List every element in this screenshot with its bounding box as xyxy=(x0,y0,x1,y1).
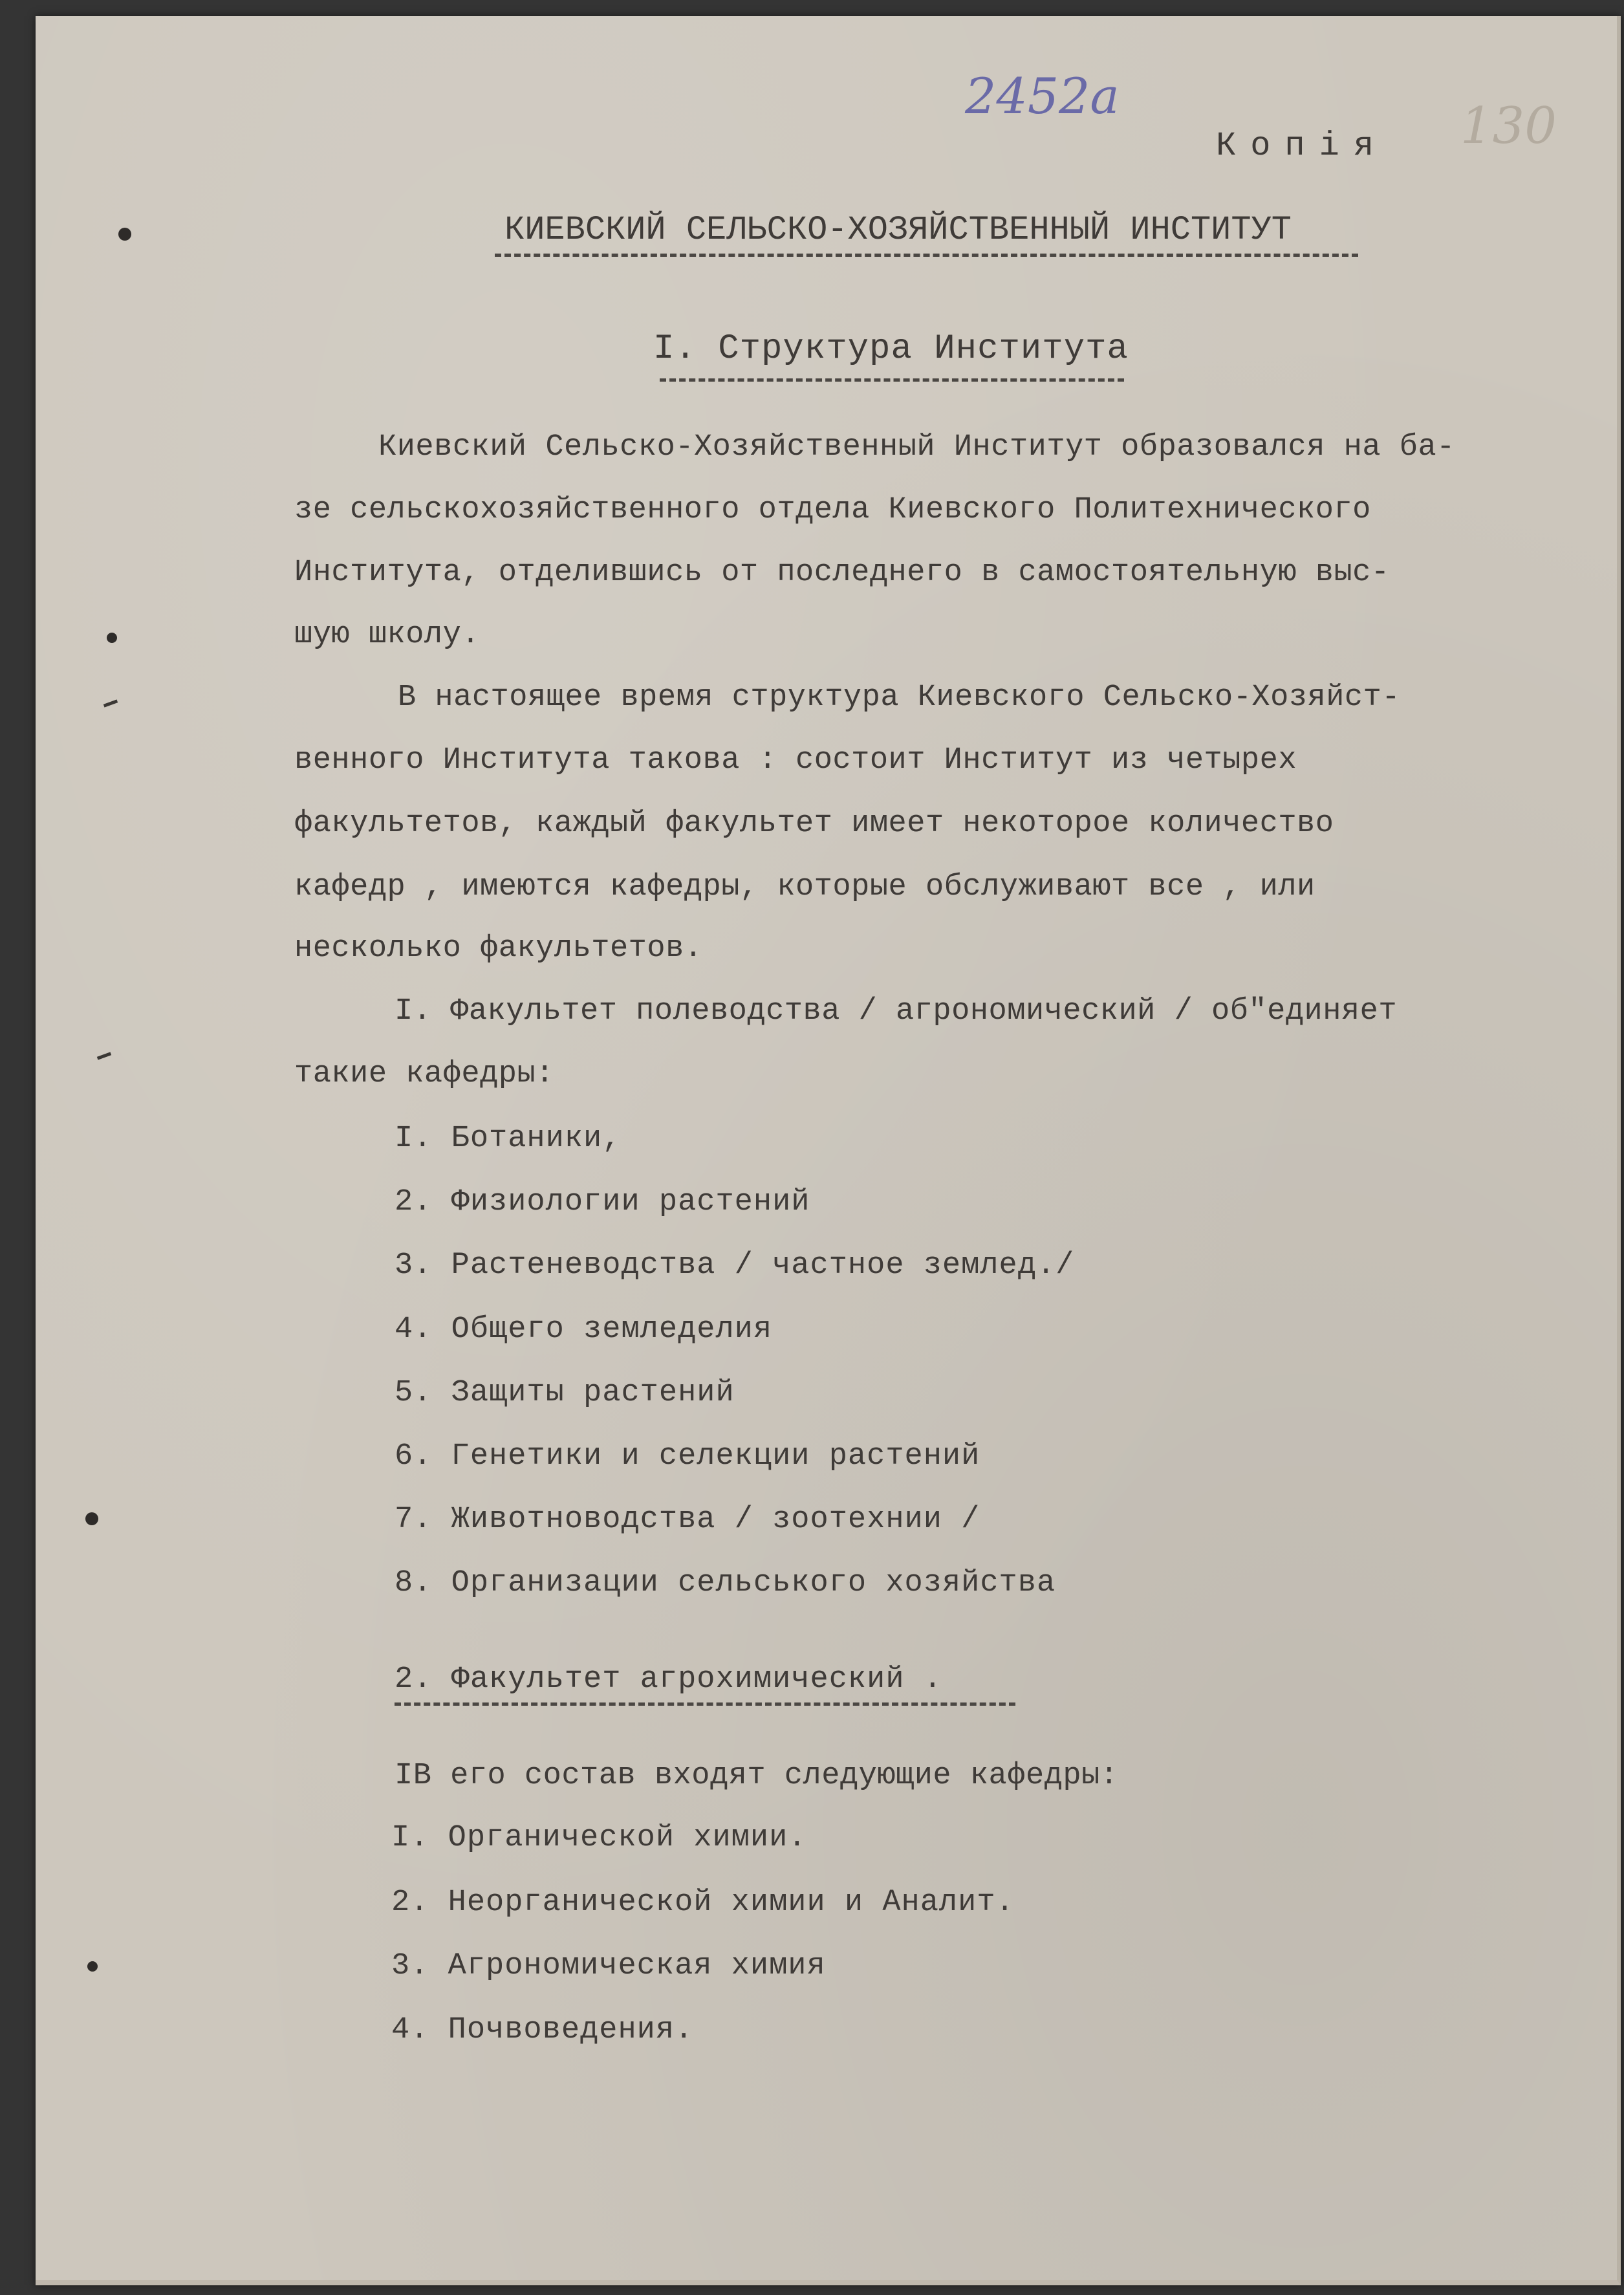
title-underline xyxy=(495,254,1358,257)
punch-hole xyxy=(118,228,131,241)
faculty2-department: I. Органической химии. xyxy=(391,1821,807,1855)
paragraph2-line: венного Института такова : состоит Институт из четырех xyxy=(294,743,1297,778)
faculty1-department: 6. Генетики и селекции растений xyxy=(395,1439,980,1474)
faculty2-underline xyxy=(395,1702,1015,1706)
faculty1-intro-line: такие кафедры: xyxy=(294,1057,554,1091)
faculty1-department: 5. Защиты растений xyxy=(395,1376,735,1410)
faculty1-department: 3. Растеневодства / частное землед./ xyxy=(395,1248,1075,1283)
punch-hole xyxy=(87,1961,98,1972)
faculty1-department: 7. Животноводства / зоотехнии / xyxy=(395,1503,980,1537)
faculty2-department: 3. Агрономическая химия xyxy=(391,1949,826,1983)
faculty1-department: 8. Организации сельського хозяйства xyxy=(395,1566,1056,1600)
page-number: 130 xyxy=(1460,97,1557,155)
faculty2-intro: IВ его состав входят следующие кафедры: xyxy=(395,1759,1119,1793)
copy-mark: Копія xyxy=(1216,127,1389,165)
faculty1-intro-line: I. Факультет полеводства / агрономический / об"единяет xyxy=(395,994,1398,1028)
paragraph2-line: кафедр , имеются кафедры, которые обслуживают все , или xyxy=(294,870,1315,904)
paragraph2-line: несколько факультетов. xyxy=(294,931,703,966)
section-heading: I. Структура Института xyxy=(653,329,1129,369)
paragraph1-line: зе сельскохозяйственного отдела Киевского Политехнического xyxy=(294,493,1371,527)
faculty2-department: 2. Неорганической химии и Аналит. xyxy=(391,1886,1015,1920)
faculty2-department: 4. Почвоведения. xyxy=(391,2013,694,2047)
paragraph2-line: факультетов, каждый факультет имеет некоторое количество xyxy=(294,807,1334,841)
faculty1-department: I. Ботаники, xyxy=(395,1122,622,1156)
punch-hole xyxy=(85,1512,98,1525)
paragraph1-line: Института, отделившись от последнего в самостоятельную выс- xyxy=(294,556,1390,590)
paragraph1-line: Киевский Сельско-Хозяйственный Институт образовался на ба- xyxy=(378,430,1455,464)
punch-hole xyxy=(107,633,117,643)
paragraph1-line: шую школу. xyxy=(294,618,481,652)
faculty2-heading: 2. Факультет агрохимический . xyxy=(395,1662,942,1697)
archive-number: 2452a xyxy=(965,67,1120,125)
faculty1-department: 4. Общего земледелия xyxy=(395,1312,773,1347)
paragraph2-line: В настоящее время структура Киевского Сельско-Хозяйст- xyxy=(398,680,1401,715)
section-underline xyxy=(660,378,1124,382)
document-title: КИЕВСКИЙ СЕЛЬСКО-ХОЗЯЙСТВЕННЫЙ ИНСТИТУТ xyxy=(504,211,1292,249)
faculty1-department: 2. Физиологии растений xyxy=(395,1185,810,1219)
